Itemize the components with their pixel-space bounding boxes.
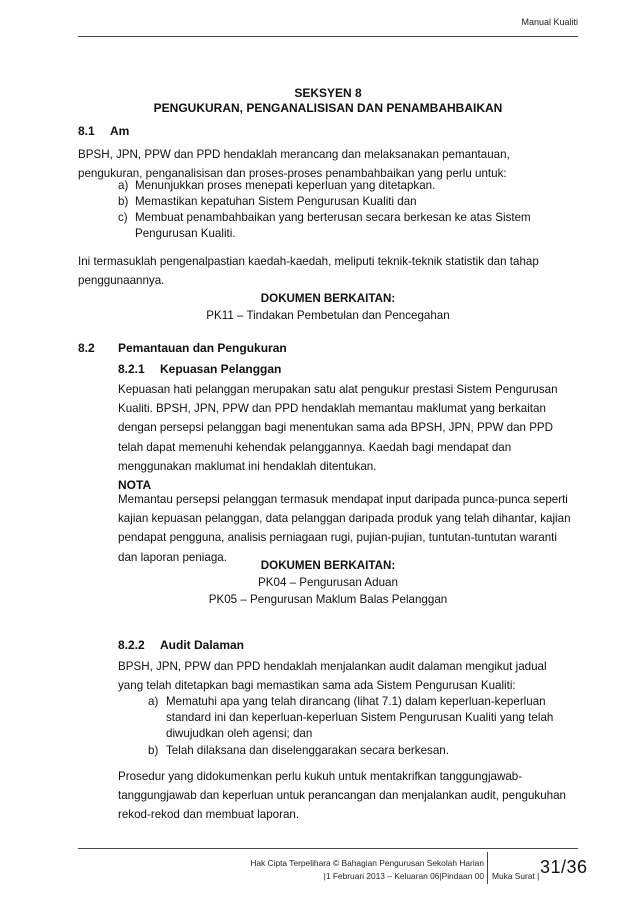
section-subtitle: PENGUKURAN, PENGANALISISAN DAN PENAMBAHBAIKAN xyxy=(153,101,503,115)
intro-line: pengukuran, penganalisisan dan proses-proses penambahbaikan yang perlu untuk: xyxy=(78,167,507,181)
section-8-2-1-title: Kepuasan Pelanggan xyxy=(160,362,282,376)
section-8-1-number: 8.1 xyxy=(78,124,95,138)
section-8-2-1-paragraph xyxy=(118,380,578,476)
nota-paragraph xyxy=(118,490,578,567)
intro-line: BPSH, JPN, PPW dan PPD hendaklah menjalankan audit dalaman mengikut jadual xyxy=(118,660,547,673)
list-item-text: diwujudkan oleh agensi; dan xyxy=(166,727,313,740)
list-item-label: c) xyxy=(118,211,128,224)
paragraph-line: dengan persepsi pelanggan bagi menentukan sama ada BPSH, JPN, PPW dan PPD xyxy=(118,421,554,435)
section-8-2-number: 8.2 xyxy=(78,341,95,355)
section-8-2-2-number: 8.2.2 xyxy=(118,638,145,652)
footer-page-label: Muka Surat | xyxy=(492,871,540,881)
list-item-label: a) xyxy=(118,179,129,192)
paragraph-line: menggunakan maklumat ini hendaklah ditentukan. xyxy=(118,459,377,473)
related-document-item: PK05 – Pengurusan Maklum Balas Pelanggan xyxy=(208,593,448,606)
closing-line: tanggungjawab dan keperluan untuk perancangan dan menjalankan audit, pengukuhan xyxy=(118,789,567,803)
intro-line: BPSH, JPN, PPW dan PPD hendaklah merancang dan melaksanakan pemantauan, xyxy=(78,148,510,161)
list-item-text: Memastikan kepatuhan Sistem Pengurusan Kualiti dan xyxy=(135,195,417,208)
related-document-item: PK11 – Tindakan Pembetulan dan Pencegahan xyxy=(206,309,450,322)
section-title: SEKSYEN 8 xyxy=(294,86,362,100)
related-documents-heading: DOKUMEN BERKAITAN: xyxy=(260,292,396,305)
nota-line: dan laporan peniaga. xyxy=(118,550,227,564)
list-item-text: Membuat penambahbaikan yang berterusan secara berkesan ke atas Sistem xyxy=(135,211,531,224)
note-line: Ini termasuklah pengenalpastian kaedah-kaedah, meliputi teknik-teknik statistik dan tahap xyxy=(78,255,539,268)
closing-line: rekod-rekod dan membuat laporan. xyxy=(118,808,300,822)
footer-divider xyxy=(78,848,578,849)
footer-separator xyxy=(487,852,488,884)
nota-line: pendapat pengguna, analisis perniagaan rugi, pujian-pujian, tuntutan-tuntutan waranti xyxy=(118,531,557,545)
section-8-2-2-closing xyxy=(118,767,578,825)
related-document-item: PK04 – Pengurusan Aduan xyxy=(258,576,398,589)
nota-line: kajian kepuasan pelanggan, data pelanggan daripada produk yang telah dihantar, kajian xyxy=(118,512,571,526)
nota-heading: NOTA xyxy=(118,478,152,492)
paragraph-line: Kualiti. BPSH, JPN, PPW dan PPD hendaklah memantau maklumat yang berkaitan xyxy=(118,402,546,416)
paragraph-line: Kepuasan hati pelanggan merupakan satu alat pengukur prestasi Sistem Pengurusan xyxy=(118,383,558,396)
section-8-1-title: Am xyxy=(110,124,130,138)
related-documents-heading: DOKUMEN BERKAITAN: xyxy=(260,559,396,572)
section-8-2-2-list xyxy=(148,694,578,758)
list-item-label: b) xyxy=(148,744,159,757)
note-line: penggunaannya. xyxy=(78,274,165,288)
section-8-2-1-number: 8.2.1 xyxy=(118,362,145,376)
section-8-1-note xyxy=(78,252,578,290)
nota-line: Memantau persepsi pelanggan termasuk mendapat input daripada punca-punca seperti xyxy=(118,493,568,506)
header-divider xyxy=(78,36,578,37)
list-item-label: b) xyxy=(118,195,129,208)
footer-copyright: Hak Cipta Terpelihara © Bahagian Pengurusan Sekolah Harian xyxy=(250,858,484,868)
list-item-text: standard ini dan keperluan-keperluan Sistem Pengurusan Kualiti yang telah xyxy=(166,711,554,724)
footer-revision: |1 Februari 2013 – Keluaran 06|Pindaan 00 xyxy=(323,871,484,881)
closing-line: Prosedur yang didokumenkan perlu kukuh untuk mentakrifkan tanggungjawab- xyxy=(118,770,523,783)
section-8-2-2-intro xyxy=(118,657,578,695)
list-item-text: Telah dilaksana dan diselenggarakan secara berkesan. xyxy=(166,744,449,757)
section-8-2-title: Pemantauan dan Pengukuran xyxy=(118,341,287,355)
page-number: 31/36 xyxy=(540,857,588,877)
intro-line: yang telah ditetapkan bagi memastikan sama ada Sistem Pengurusan Kualiti: xyxy=(118,679,516,693)
list-item-text: Mematuhi apa yang telah dirancang (lihat 7.1) dalam keperluan-keperluan xyxy=(166,695,546,708)
list-item-text: Menunjukkan proses menepati keperluan yang ditetapkan. xyxy=(135,179,436,192)
section-8-2-2-title: Audit Dalaman xyxy=(160,638,245,652)
document-header-title: Manual Kualiti xyxy=(521,17,578,27)
section-8-1-list xyxy=(118,178,578,248)
list-item-label: a) xyxy=(148,695,159,708)
paragraph-line: telah dapat memenuhi kehendak pelanggannya. Kaedah bagi mendapat dan xyxy=(118,440,512,454)
list-item-text: Pengurusan Kualiti. xyxy=(135,227,236,240)
